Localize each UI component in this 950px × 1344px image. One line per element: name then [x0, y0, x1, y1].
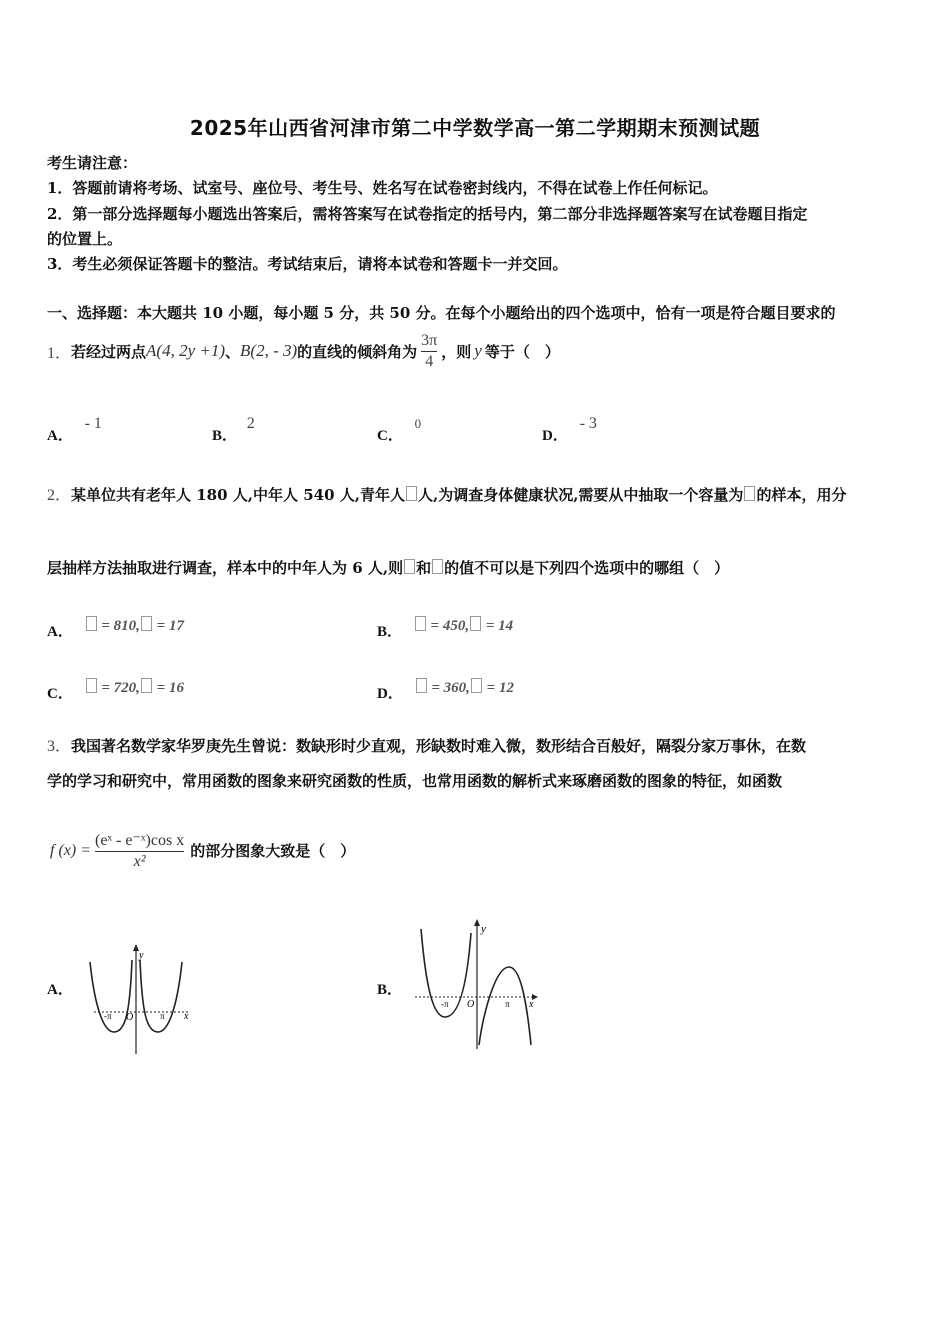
q2-number: 2．: [47, 487, 72, 504]
q1-number: 1．: [47, 344, 72, 362]
q1-text-1: 若经过两点: [71, 342, 147, 361]
q2-option-d-value2: = 12: [486, 680, 514, 696]
q1-option-a-value: - 1: [84, 415, 102, 432]
q2-option-b-value2: = 14: [485, 618, 514, 634]
q2-text-1b: 人,为调查身体健康状况,需要从中抽取一个容量为: [417, 486, 744, 504]
notice-item-1: 1．答题前请将考场、试室号、座位号、考生号、姓名写在试卷密封线内，不得在试卷上作任何标记。: [47, 179, 718, 197]
q2-text-2c: 的值不可以是下列四个选项中的哪组（ ）: [444, 559, 730, 577]
graph-b-neg-pi-label: -π: [441, 999, 449, 1009]
q1-option-c-value: 0: [414, 416, 422, 431]
q3-option-b-label: B．: [377, 982, 403, 998]
q3-number: 3．: [47, 738, 72, 755]
notice-item-2: 2．第一部分选择题每小题选出答案后，需将答案写在试卷指定的括号内，第二部分非选择题答案写在试卷题目指定: [47, 205, 808, 223]
q1-text-2: 的直线的倾斜角为: [297, 342, 418, 361]
q1-point-a: A(4, 2y +1): [146, 341, 226, 360]
notice-item-3: 3．考生必须保证答题卡的整洁。考试结束后，请将本试卷和答题卡一并交回。: [47, 255, 568, 273]
q3-option-a-label: A．: [47, 982, 73, 998]
q2-option-c-value: = 720,: [101, 680, 140, 696]
q3-func-den: x²: [133, 853, 146, 870]
q1-option-c[interactable]: [377, 416, 422, 445]
q1-text-3: ，则: [441, 342, 472, 361]
q3-tail: 的部分图象大致是（ ）: [190, 842, 356, 860]
q2-unknown-n-box: [406, 486, 417, 501]
q2-option-a-value: = 810,: [101, 618, 140, 634]
q2-text-2b: 和: [416, 559, 432, 577]
q1-option-b-label: B．: [212, 428, 238, 444]
q2-unknown-m-box: [744, 486, 755, 501]
q1-sep: 、: [225, 342, 241, 361]
q2-text-2a: 层抽样方法抽取进行调查，样本中的中年人为 6 人,则: [47, 559, 404, 577]
q2-option-a-expr: [85, 618, 184, 634]
q2-text-1c: 的样本，用分: [756, 486, 847, 504]
graph-a-right-curve: [140, 960, 182, 1032]
q2-option-c-expr: [85, 680, 184, 696]
q1-point-b: B(2, - 3): [240, 341, 298, 360]
q2-option-a-value2: = 17: [156, 618, 184, 634]
graph-b-origin-label: O: [467, 999, 475, 1010]
q1-option-b-value: 2: [246, 415, 255, 432]
question-2-line-2: [47, 557, 729, 578]
graph-b-y-arrow-icon: [474, 919, 480, 926]
notice-heading: 考生请注意：: [47, 154, 138, 172]
q3-text-1: 我国著名数学家华罗庚先生曾说：数缺形时少直观，形缺数时难入微，数形结合百般好，隔裂分家万事休，在数: [71, 737, 807, 755]
q1-option-d-value: - 3: [579, 415, 597, 432]
q1-option-b[interactable]: [212, 415, 255, 445]
q2-option-b-value: = 450,: [430, 618, 470, 634]
q1-option-d[interactable]: [542, 415, 597, 445]
q1-text-4: 等于（ ）: [484, 342, 560, 361]
q2-option-c-label: C．: [47, 686, 73, 702]
graph-a-neg-pi-label: -π: [104, 1011, 112, 1021]
graph-a-x-label: x: [184, 1011, 189, 1022]
q2-option-a[interactable]: [47, 620, 184, 641]
graph-a-origin-label: O: [126, 1012, 134, 1023]
q2-option-c[interactable]: [47, 682, 184, 703]
q3-func-fraction: [95, 830, 184, 871]
q1-option-d-label: D．: [542, 428, 568, 444]
q2-option-b-label: B．: [377, 624, 403, 640]
q1-var-y: y: [474, 341, 482, 360]
q1-option-c-label: C．: [377, 428, 403, 444]
q1-frac-num: 3π: [421, 331, 438, 349]
q2-option-b[interactable]: [377, 620, 513, 641]
q2-unknown-n-box-2: [404, 559, 415, 574]
q1-option-a-label: A．: [47, 428, 73, 444]
q1-option-a[interactable]: [47, 415, 102, 445]
question-3-line-1: [47, 733, 806, 756]
q2-option-c-value2: = 16: [156, 680, 184, 696]
q3-function: [50, 830, 355, 871]
q3-option-b[interactable]: [377, 978, 402, 999]
q1-angle-fraction: [421, 332, 437, 371]
graph-b-pi-label: π: [505, 999, 510, 1009]
q2-option-b-expr: [414, 618, 513, 634]
q2-option-d-value: = 360,: [431, 680, 470, 696]
page-title: 2025年山西省河津市第二中学数学高一第二学期期末预测试题: [189, 116, 761, 140]
section-heading: 一、选择题：本大题共 10 小题，每小题 5 分，共 50 分。在每个小题给出的四个选项中，恰有一项是符合题目要求的: [47, 304, 836, 322]
q2-option-d-expr: [415, 680, 514, 696]
graph-b-x-label: x: [529, 999, 534, 1010]
q3-graph-b: [405, 915, 545, 1055]
graph-a-pi-label: π: [160, 1011, 165, 1021]
graph-a-y-label: y: [139, 950, 144, 961]
graph-b-y-label: y: [481, 923, 486, 935]
question-2-line-1: [47, 482, 846, 505]
q2-option-d-label: D．: [377, 686, 403, 702]
q3-func-num: (eˣ - e⁻ˣ)cos x: [95, 832, 185, 849]
question-1: [47, 326, 560, 376]
q3-option-a[interactable]: [47, 978, 73, 999]
q3-func-lhs: f (x) =: [50, 841, 91, 859]
q2-option-d[interactable]: [377, 682, 514, 703]
q3-graph-a: [72, 940, 197, 1058]
q2-text-1a: 某单位共有老年人 180 人,中年人 540 人,青年人: [71, 486, 405, 504]
question-3-line-2: 学的学习和研究中，常用函数的图象来研究函数的性质，也常用函数的解析式来琢磨函数的图象的特征，如函数: [47, 772, 783, 790]
q1-frac-den: 4: [425, 352, 434, 370]
notice-item-2-cont: 的位置上。: [47, 230, 123, 248]
q2-option-a-label: A．: [47, 624, 73, 640]
q2-unknown-m-box-2: [432, 559, 443, 574]
